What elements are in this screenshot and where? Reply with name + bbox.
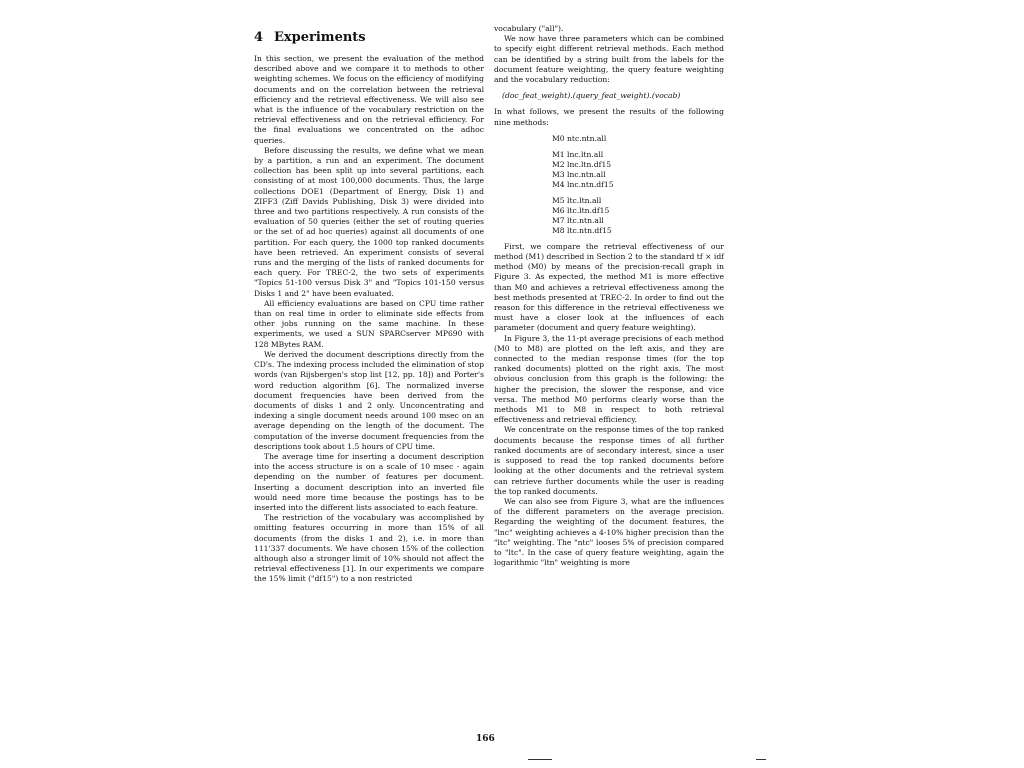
method-item: M8 ltc.ntn.df15 [552,225,612,235]
method-item: M3 lnc.ntn.all [552,169,606,179]
method-group-2 [552,196,724,236]
method-item: M6 ltc.ltn.df15 [552,205,610,215]
left-paragraph-3: All efficiency evaluations are based on CPU time rather than on real time in order to eliminate side effects from other jobs running on the same machine. In these experiments, we used a SUN SPARCserver MP690 with 128 MBytes RAM. [254,298,484,349]
method-item: M2 lnc.ltn.df15 [552,159,612,169]
right-paragraph-4: We can also see from Figure 3, what are the influences of the different parameters on the average precision. Regarding the weighting of the document features, the "lnc" weighting achieves a 4-10% higher precision than the "ltc" weighting. The "ntc" looses 5% of precision compared to "ltc". In the case of query feature weighting, again the logarithmic "ltn" weighting is more [494,496,724,568]
methods-intro: In what follows, we present the results of the following nine methods: [494,107,724,127]
left-paragraph-1: In this section, we present the evaluation of the method described above and we compare it to methods to other weighting schemes. We focus on the efficiency of modifying documents and on the correlation between the retrieval efficiency and the retrieval effectiveness. We will also see what is the influence of the vocabulary restriction on the retrieval effectiveness and on the retrieval efficiency. For the final evaluations we concentrated on the adhoc queries. [254,54,484,145]
page-number: 166 [476,734,495,744]
method-group-0 [552,134,724,144]
footer-rule-mark [528,759,552,760]
method-item: M1 lnc.ltn.all [552,149,604,159]
method-label-formula: (doc_feat_weight).(query_feat_weight).(vocab) [502,91,681,101]
right-continuation-line: vocabulary ("all"). [494,24,564,33]
method-item: M0 ntc.ntn.all [552,133,607,143]
method-item: M4 lnc.ntn.df15 [552,179,614,189]
right-paragraph-1: First, we compare the retrieval effectiveness of our method (M1) described in Section 2 to the standard tf × idf method (M0) by means of the precision-recall graph in Figure 3. As expected, the method M1 is more effective than M0 and achieves a retrieval effectiveness among the best methods presented at TREC-2. In order to find out the reason for this difference in the retrieval effectiveness we must have a closer look at the influences of each parameter (document and query feature weighting). [494,241,724,333]
left-paragraph-4: We derived the document descriptions directly from the CD's. The indexing process included the elimination of stop words (van Rijsbergen's stop list [12, pp. 18]) and Porter's word reduction algorithm [6]. The normalized inverse document frequencies have been derived from the documents of disks 1 and 2 only. Unconcentrating and indexing a single document needs around 100 msec on an average depending on the length of the document. The computation of the inverse document frequencies from the descriptions took about 1.5 hours of CPU time. [254,349,484,451]
left-paragraph-6: The restriction of the vocabulary was accomplished by omitting features occurring in more than 15% of all documents (from the disks 1 and 2), i.e. in more than 111'337 documents. We have chosen 15% of the collection although also a stronger limit of 10% should not affect the retrieval effectiveness [1]. In our experiments we compare the 15% limit ("df15") to a non restricted [254,513,484,584]
right-paragraph-3: We concentrate on the response times of the top ranked documents because the response times of all further ranked documents are of secondary interest, since a user is supposed to read the top ranked documents before looking at the other documents and the retrieval system can retrieve further documents while the user is reading the top ranked documents. [494,425,724,496]
method-item: M7 ltc.ntn.all [552,215,604,225]
right-paragraph-2: In Figure 3, the 11-pt average precisions of each method (M0 to M8) are plotted on the left axis, and they are connected to the median response times (for the top ranked documents) plotted on the right axis. The most obvious conclusion from this graph is the following: the higher the precision, the slower the response, and vice versa. The method M0 performs clearly worse than the methods M1 to M8 in respect to both retrieval effectiveness and retrieval efficiency. [494,333,724,425]
method-group-1 [552,150,724,190]
left-paragraph-5: The average time for inserting a document description into the access structure is on a scale of 10 msec - again depending on the number of features per document. Inserting a document description into an inverted file would need more time because the postings has to be inserted into the different lists associated to each feature. [254,451,484,512]
section-title: Experiments [274,30,366,45]
method-item: M5 ltc.ltn.all [552,195,602,205]
footer-rule-mark [756,759,766,760]
section-heading [254,30,484,46]
right-paragraph-parameters: We now have three parameters which can be combined to specify eight different retrieval methods. Each method can be identified by a string built from the labels for the document feature weighting, the query feature weighting and the vocabulary reduction: [494,34,724,85]
left-column [254,30,484,585]
section-number: 4 [254,30,264,45]
left-paragraph-2: Before discussing the results, we define what we mean by a partition, a run and an experiment. The document collection has been split up into several partitions, each consisting of at most 100,000 documents. Thus, the large collections DOE1 (Department of Energy, Disk 1) and ZIFF3 (Ziff Davids Publishing, Disk 3) were divided into three and two partitions respectively. A run consists of the evaluation of 50 queries (either the set of routing queries or the set of ad hoc queries) against all documents of one partition. For each query, the 1000 top ranked documents have been retrieved. An experiment consists of several runs and the merging of the lists of ranked documents for each query. For TREC-2, the two sets of experiments "Topics 51-100 versus Disk 3" and "Topics 101-150 versus Disks 1 and 2" have been evaluated. [254,145,484,298]
right-column [494,24,724,568]
